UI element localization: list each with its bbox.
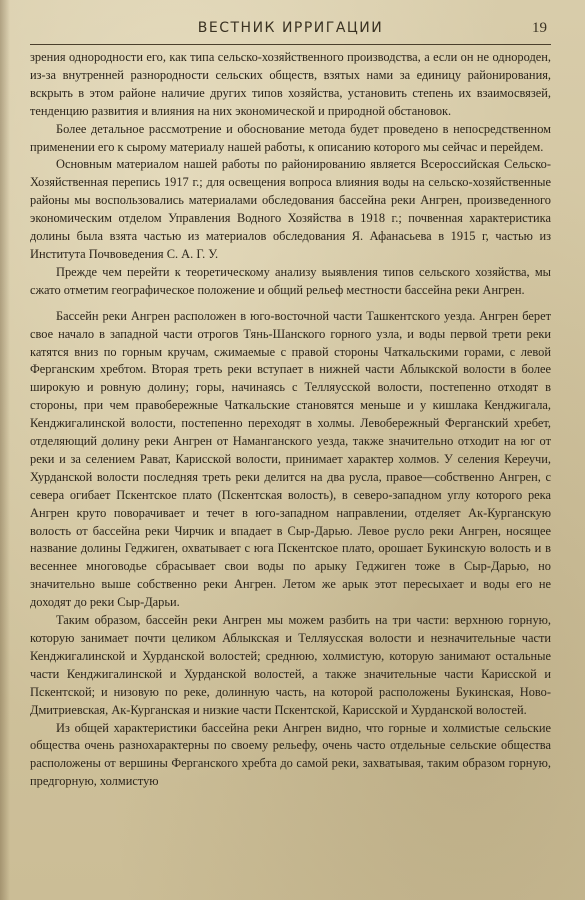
paragraph-3: Основным материалом нашей работы по районированию является Всероссийская Сельско-Хозяйственная перепись 1917 г.; для освещения вопроса влияния воды на сельско-хозяйственные районы мы воспользовались материалами обследования бассейна реки Ангрен, произведенного экономическим отделом Управления Водного Хозяйства в 1918 г.; почвенная характеристика долины была взята частью из материалов обследования Я. Афанасьева в 1915 г, частью из Института Почвоведения С. А. Г. У.: [30, 157, 551, 261]
paragraph-2: Более детальное рассмотрение и обоснование метода будет проведено в непосредственном применении его к сырому материалу нашей работы, к описанию которого мы сейчас и перейдем.: [30, 121, 551, 154]
paragraph-4: Прежде чем перейти к теоретическому анализу выявления типов сельского хозяйства, мы сжато отметим географическое положение и общий рельеф местности бассейна реки Ангрен.: [30, 264, 551, 297]
running-head: [30, 14, 551, 45]
journal-title: ВЕСТНИК ИРРИГАЦИИ: [197, 20, 384, 36]
page-number: 19: [532, 20, 547, 36]
paragraph-7: Из общей характеристики бассейна реки Ангрен видно, что горные и холмистые сельские общества очень разнохарактерны по своему рельефу, очень часто отдельные сельские общества расположены от вершины Ферганского хребта до самой реки, захватывая, таким образом горную, предгорную, холмистую: [30, 720, 551, 789]
paragraph-5: Бассейн реки Ангрен расположен в юго-восточной части Ташкентского уезда. Ангрен берет свое начало в западной части отрогов Тянь-Шанского горного узла, и воды первой трети реки катятся вниз по горным кручам, сжимаемые с правой стороны Чаткальскими горами, с левой Ферганским хребтом. Вторая треть реки вступает в нижней части Аблыкской волости в более широкую и ровную долину; горы, начинаясь с Телляусской волости, постепенно отходят в стороны, при чем правобережные Чаткальские становятся меньше и у кишлака Кенджигала, Кенджигалинской волости, постепенно переходят в холмы. Левобережный Ферганский хребет, отделяющий долину реки Ангрен от Наманганского уезда, также значительно отходит на юг от реки и за селением Рават, Карисской волости, принимает характер холмов. У селения Кереучи, Хурданской волости последняя треть реки делится на два русла, правое—собственно Ангрен, с севера огибает Пскентское плато (Пскентская волость), в северо-западном углу которого река Ангрен круто поворачивает и течет в юго-западном направлении, отделяет Ак-Курганскую волость от бассейна реки Чирчик и впадает в Сыр-Дарью. Левое русло реки Ангрен, носящее название долины Геджиген, охватывает с юга Пскентское плато, орошает Букинскую волость и в весеннее многоводье сбрасывает свои воды по арыку Геджиген тоже в Сыр-Дарью, но значительно выше собственно реки Ангрен. Летом же арык этот пересыхает и воды его не доходят до реки Сыр-Дарьи.: [30, 308, 551, 610]
body-text: [30, 49, 551, 791]
paragraph-1: зрения однородности его, как типа сельско-хозяйственного производства, а если он не однороден, из-за внутренней разнородности сельских обществ, взятых нами за единицу районирования, вскрыть в этом районе наличие других типов хозяйства, установить степень их взаимосвязей, тенденцию развития и влияния на них экономической и природной обстановок.: [30, 50, 551, 118]
paragraph-6: Таким образом, бассейн реки Ангрен мы можем разбить на три части: верхнюю горную, которую занимает почти целиком Аблыкская и Телляусская волости и незначительные части Кенджигалинской и Хурданской волостей; среднюю, холмистую, которую занимают остальные части Кенджигалинской и Хурданской волостей, а также значительные части Карисской и Пскентской; и низовую по реке, долинную часть, на которой расположены Букинская, Ново-Дмитриевская, Ак-Курганская и низкие части Пскентской, Карисской и Хурданской волостей.: [30, 613, 551, 717]
